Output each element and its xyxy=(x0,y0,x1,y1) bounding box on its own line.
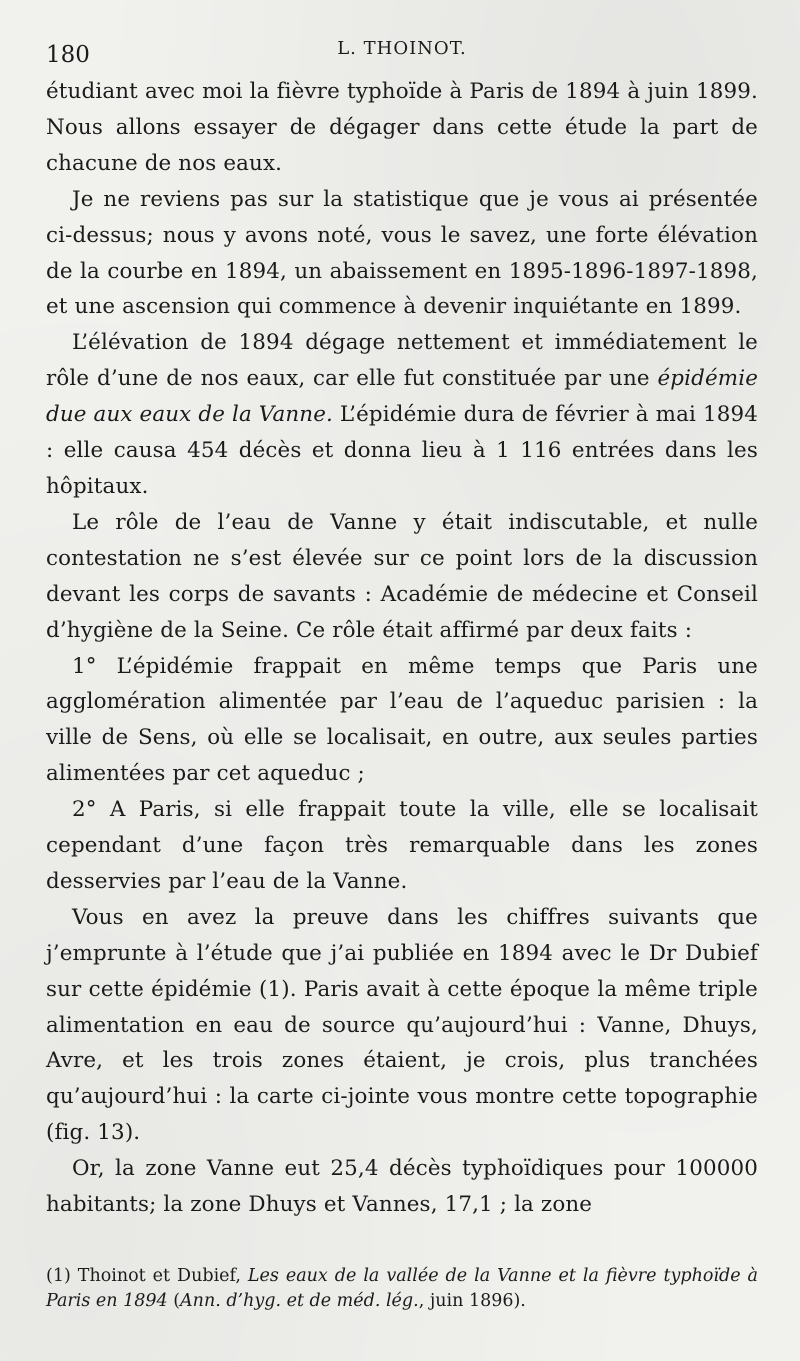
footnote-author: Thoinot et Dubief, xyxy=(70,1266,248,1286)
paragraph-3-part-b: L’épidémie dura de février à mai 1894 : elle causa 454 décès et donna lieu à 1 116 entrées dans les hôpitaux. xyxy=(46,402,758,499)
paragraph-3 xyxy=(46,325,758,505)
body-text xyxy=(46,74,758,1223)
paragraph-2: Je ne reviens pas sur la statistique que je vous ai présentée ci-dessus; nous y avons noté, vous le savez, une forte élévation de la courbe en 1894, un abaissement en 1895-1896-1897-1898, et une ascension qui commence à devenir inquiétante en 1899. xyxy=(46,186,758,320)
paragraph-3-part-a: L’élévation de 1894 dégage nettement et immédiatement le rôle d’une de nos eaux, car elle fut constituée par une xyxy=(46,330,758,392)
footnote-title: Les eaux de la vallée de la Vanne et la fièvre typhoïde à Paris en 1894 xyxy=(46,1266,758,1311)
footnote xyxy=(46,1264,758,1314)
paragraph-1: étudiant avec moi la fièvre typhoïde à Paris de 1894 à juin 1899. Nous allons essayer de dégager dans cette étude la part de chacune de nos eaux. xyxy=(46,79,758,176)
paragraph-8: Or, la zone Vanne eut 25,4 décès typhoïdiques pour 100000 habitants; la zone Dhuys et Vannes, 17,1 ; la zone xyxy=(46,1156,758,1218)
footnote-close: , juin 1896). xyxy=(418,1291,526,1311)
paragraph-5: 1° L’épidémie frappait en même temps que Paris une agglomération alimentée par l’eau de l’aqueduc parisien : la ville de Sens, où elle se localisait, en outre, aux seules parties alimentées par cet aqueduc ; xyxy=(46,653,758,787)
running-head: L. THOINOT. xyxy=(337,38,467,59)
footnote-marker: (1) xyxy=(46,1266,71,1286)
page-number: 180 xyxy=(46,42,90,68)
paragraph-4: Le rôle de l’eau de Vanne y était indiscutable, et nulle contestation ne s’est élevée sur ce point lors de la discussion devant les corps de savants : Académie de médecine et Conseil d’hygiène de la Seine. Ce rôle était affirmé par deux faits : xyxy=(46,509,758,643)
paragraph-6: 2° A Paris, si elle frappait toute la ville, elle se localisait cependant d’une façon très remarquable dans les zones desservies par l’eau de la Vanne. xyxy=(46,797,758,894)
footnote-journal: Ann. d’hyg. et de méd. lég. xyxy=(180,1291,419,1311)
page-header xyxy=(46,28,758,68)
paragraph-3-emphasis: épidémie due aux eaux de la Vanne. xyxy=(46,366,758,428)
paragraph-7: Vous en avez la preuve dans les chiffres suivants que j’emprunte à l’étude que j’ai publiée en 1894 avec le Dr Dubief sur cette épidémie (1). Paris avait à cette époque la même triple alimentation en eau de source qu’aujourd’hui : Vanne, Dhuys, Avre, et les trois zones étaient, je crois, plus tranchées qu’aujourd’hui : la carte ci-jointe vous montre cette topographie (fig. 13). xyxy=(46,904,758,1146)
footnote-open: ( xyxy=(167,1291,181,1311)
